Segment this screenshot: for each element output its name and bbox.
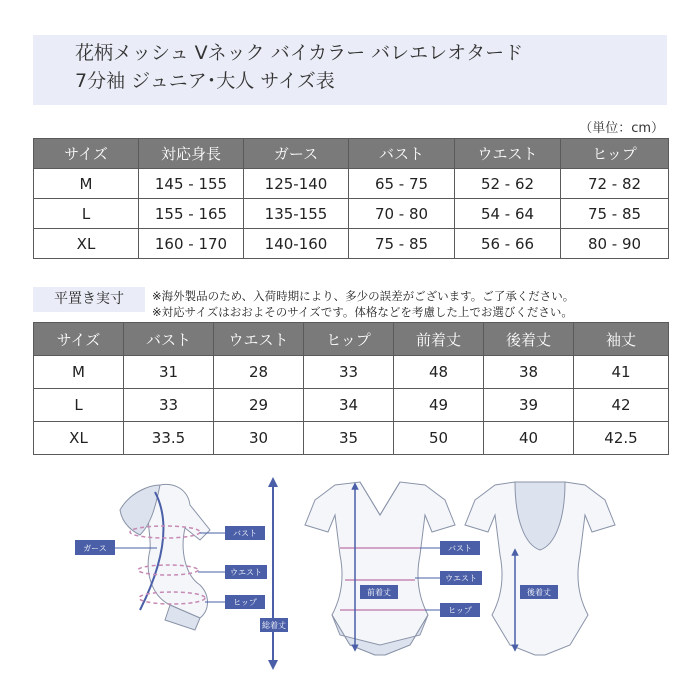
flat-header-cell: 前着丈 (394, 323, 484, 356)
table-cell: 49 (394, 389, 484, 422)
size-table-header-row (34, 139, 669, 169)
table-cell: 41 (574, 356, 669, 389)
table-row (34, 169, 669, 199)
title-line-1: 花柄メッシュ Vネック バイカラー バレエレオタード (75, 42, 524, 64)
table-cell: L (34, 199, 139, 229)
table-cell: 125-140 (244, 169, 349, 199)
table-cell: 56 - 66 (455, 229, 561, 259)
size-table (33, 138, 669, 259)
table-cell: 33 (304, 356, 394, 389)
front-length-label: 前着丈 (367, 588, 391, 597)
waist-label: ウエスト (230, 568, 262, 577)
table-row (34, 356, 669, 389)
table-cell: 28 (214, 356, 304, 389)
flat-header-cell: バスト (124, 323, 214, 356)
table-cell: 54 - 64 (455, 199, 561, 229)
girth-label: ガース (83, 544, 107, 553)
table-cell: 72 - 82 (561, 169, 669, 199)
flat-header-cell: ウエスト (214, 323, 304, 356)
table-cell: 33.5 (124, 422, 214, 455)
unit-label: （単位：cm） (579, 121, 664, 136)
flat-measure-label: 平置き実寸 (33, 287, 145, 312)
table-row (34, 422, 669, 455)
table-cell: 135-155 (244, 199, 349, 229)
table-cell: 29 (214, 389, 304, 422)
front-bust-label: バスト (448, 544, 472, 553)
size-header-cell: サイズ (34, 139, 139, 169)
table-row (34, 229, 669, 259)
table-cell: 34 (304, 389, 394, 422)
side-view-figure (75, 484, 267, 630)
table-cell: 70 - 80 (349, 199, 455, 229)
hip-label: ヒップ (233, 598, 257, 607)
table-cell: M (34, 356, 124, 389)
table-cell: 80 - 90 (561, 229, 669, 259)
flat-header-cell: サイズ (34, 323, 124, 356)
front-view-figure (305, 482, 482, 655)
front-hip-label: ヒップ (448, 606, 472, 615)
table-cell: 42 (574, 389, 669, 422)
total-length-label: 総着丈 (262, 621, 286, 630)
table-cell: 38 (484, 356, 574, 389)
flat-measure-table (33, 322, 669, 455)
table-cell: 52 - 62 (455, 169, 561, 199)
flat-header-cell: 袖丈 (574, 323, 669, 356)
table-cell: 48 (394, 356, 484, 389)
table-cell: 155 - 165 (139, 199, 244, 229)
table-cell: XL (34, 229, 139, 259)
title-box (33, 35, 667, 105)
table-cell: 50 (394, 422, 484, 455)
table-cell: 75 - 85 (349, 229, 455, 259)
table-cell: 35 (304, 422, 394, 455)
table-row (34, 389, 669, 422)
size-header-cell: ウエスト (455, 139, 561, 169)
measurement-diagram (60, 470, 660, 675)
table-cell: 31 (124, 356, 214, 389)
table-cell: 42.5 (574, 422, 669, 455)
table-cell: 75 - 85 (561, 199, 669, 229)
size-header-cell: 対応身長 (139, 139, 244, 169)
table-cell: 33 (124, 389, 214, 422)
size-header-cell: ヒップ (561, 139, 669, 169)
table-cell: L (34, 389, 124, 422)
title-line-2: 7分袖 ジュニア･大人 サイズ表 (75, 70, 335, 92)
note-text: ※海外製品のため、入荷時期により、多少の誤差がございます。ご了承ください。 (152, 289, 575, 303)
flat-header-cell: 後着丈 (484, 323, 574, 356)
table-cell: 65 - 75 (349, 169, 455, 199)
table-cell: 160 - 170 (139, 229, 244, 259)
flat-header-cell: ヒップ (304, 323, 394, 356)
front-waist-label: ウエスト (445, 574, 477, 583)
size-header-cell: バスト (349, 139, 455, 169)
table-row (34, 199, 669, 229)
back-view-figure (465, 482, 615, 655)
table-cell: M (34, 169, 139, 199)
table-cell: 140-160 (244, 229, 349, 259)
note-text: ※対応サイズはおおよそのサイズです。体格などを考慮した上でお選びください。 (152, 305, 573, 319)
table-cell: XL (34, 422, 124, 455)
table-cell: 30 (214, 422, 304, 455)
table-cell: 40 (484, 422, 574, 455)
back-length-label: 後着丈 (527, 588, 551, 597)
size-header-cell: ガース (244, 139, 349, 169)
flat-table-header-row (34, 323, 669, 356)
table-cell: 145 - 155 (139, 169, 244, 199)
bust-label: バスト (233, 529, 257, 538)
table-cell: 39 (484, 389, 574, 422)
